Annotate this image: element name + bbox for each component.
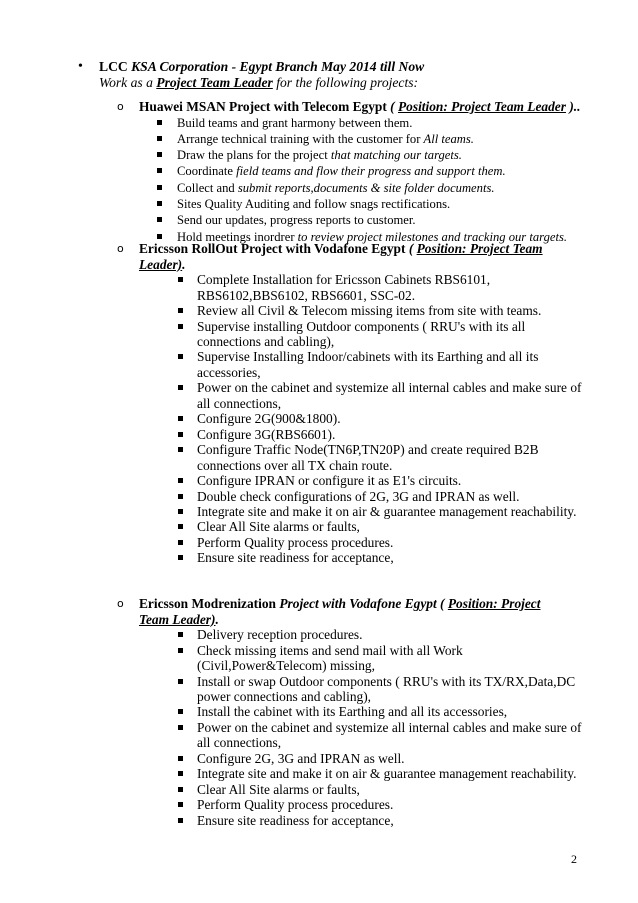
project-title-close: . <box>182 256 186 272</box>
task-item <box>197 797 587 812</box>
task-item <box>197 813 587 828</box>
task-item <box>197 627 587 642</box>
role-prefix: Work as a <box>99 74 157 90</box>
task-text: Perform Quality process procedures. <box>197 797 394 813</box>
square-bullet-icon <box>157 234 162 239</box>
task-text: Collect and <box>177 180 238 195</box>
task-list <box>197 627 587 828</box>
task-text: Configure 2G, 3G and IPRAN as well. <box>197 750 405 766</box>
circle-bullet-icon: o <box>117 100 124 113</box>
task-text: Power on the cabinet and systemize all internal cables and make sure of all connections, <box>197 380 582 411</box>
project-ericsson-modernization <box>117 596 587 828</box>
task-item <box>197 782 587 797</box>
task-text: Clear All Site alarms or faults, <box>197 519 360 535</box>
square-bullet-icon <box>178 756 183 761</box>
task-text: Install the cabinet with its Earthing and all its accessories, <box>197 704 508 720</box>
task-item <box>197 319 587 350</box>
task-text: Draw the plans for the project <box>177 148 331 163</box>
square-bullet-icon <box>178 509 183 514</box>
task-text: Configure 2G(900&1800). <box>197 411 341 427</box>
company-entry <box>78 59 598 90</box>
square-bullet-icon <box>157 168 162 173</box>
task-item <box>197 674 587 705</box>
task-text: Configure Traffic Node(TN6P,TN20P) and create required B2B connections over all TX chain route. <box>197 442 539 473</box>
square-bullet-icon <box>178 416 183 421</box>
square-bullet-icon <box>178 540 183 545</box>
task-text: Review all Civil & Telecom missing items from site with teams. <box>197 303 542 319</box>
task-item <box>197 473 587 488</box>
task-text: Integrate site and make it on air & guarantee management reachability. <box>197 503 577 519</box>
task-text: Complete Installation for Ericsson Cabinets RBS6101, RBS6102,BBS6102, RBS6601, SSC-02. <box>197 272 491 303</box>
project-title-open: ( <box>390 99 398 114</box>
task-item <box>177 131 587 147</box>
task-text: Supervise installing Outdoor components ( RRU's with its all connections and cabling), <box>197 318 526 349</box>
task-item <box>197 504 587 519</box>
square-bullet-icon <box>178 802 183 807</box>
task-item <box>197 349 587 380</box>
square-bullet-icon <box>178 555 183 560</box>
task-item <box>197 535 587 550</box>
task-item <box>197 519 587 534</box>
project-ericsson-rollout <box>117 241 587 566</box>
task-text: Perform Quality process procedures. <box>197 534 394 550</box>
task-text-italic: to review project milestones and tracking our targets. <box>297 229 567 244</box>
task-text: Configure 3G(RBS6601). <box>197 426 336 442</box>
project-position: Position: Project Team Leader) <box>139 596 541 627</box>
task-item <box>197 720 587 751</box>
project-title-italic: Project with Vodafone Egypt <box>279 596 441 611</box>
project-title-text: Huawei MSAN Project with Telecom Egypt <box>139 99 391 114</box>
task-item <box>197 704 587 719</box>
task-item <box>197 643 587 674</box>
task-item <box>197 380 587 411</box>
project-huawei-msan <box>117 99 587 245</box>
task-item <box>177 196 587 212</box>
project-position: Position: Project Team Leader) <box>139 241 543 272</box>
square-bullet-icon <box>178 324 183 329</box>
page-number: 2 <box>571 852 577 866</box>
task-item <box>177 212 587 228</box>
task-item <box>197 303 587 318</box>
square-bullet-icon <box>178 632 183 637</box>
bullet-icon: • <box>78 59 83 74</box>
square-bullet-icon <box>178 432 183 437</box>
project-title-open: ( <box>408 241 417 256</box>
project-title <box>139 596 549 627</box>
task-text: Configure IPRAN or configure it as E1's circuits. <box>197 473 462 489</box>
task-text: Ensure site readiness for acceptance, <box>197 550 394 566</box>
square-bullet-icon <box>157 217 162 222</box>
circle-bullet-icon: o <box>117 597 124 610</box>
square-bullet-icon <box>178 524 183 529</box>
task-list <box>177 115 587 245</box>
task-text: Double check configurations of 2G, 3G and IPRAN as well. <box>197 488 520 504</box>
square-bullet-icon <box>178 385 183 390</box>
task-text: Power on the cabinet and systemize all internal cables and make sure of all connections, <box>197 719 582 751</box>
task-text-italic: submit reports,documents & site folder documents. <box>237 180 495 195</box>
square-bullet-icon <box>157 152 162 157</box>
task-text: Hold meetings inordrer <box>177 229 298 244</box>
square-bullet-icon <box>178 771 183 776</box>
role-line <box>99 75 598 91</box>
task-item <box>197 550 587 565</box>
task-item <box>197 766 587 781</box>
task-text: Supervise Installing Indoor/cabinets with its Earthing and all its accessories, <box>197 349 539 380</box>
company-prefix: LCC <box>99 59 132 74</box>
square-bullet-icon <box>178 494 183 499</box>
task-item <box>177 180 587 196</box>
task-item <box>197 489 587 504</box>
role-suffix: for the following projects: <box>272 74 419 90</box>
company-name: KSA Corporation - Egypt Branch May 2014 till Now <box>131 59 425 74</box>
square-bullet-icon <box>157 185 162 190</box>
task-list <box>197 272 587 566</box>
project-position: Position: Project Team Leader <box>397 99 566 114</box>
task-text: Arrange technical training with the customer for <box>177 131 424 146</box>
task-item <box>177 147 587 163</box>
square-bullet-icon <box>157 120 162 125</box>
project-title-close: . <box>215 611 219 627</box>
task-item <box>177 115 587 131</box>
project-title-open: ( <box>440 596 448 611</box>
square-bullet-icon <box>178 478 183 483</box>
square-bullet-icon <box>178 277 183 282</box>
square-bullet-icon <box>178 648 183 653</box>
square-bullet-icon <box>178 725 183 730</box>
task-text: Ensure site readiness for acceptance, <box>197 812 394 828</box>
task-text-italic: that matching our targets. <box>330 148 462 163</box>
square-bullet-icon <box>178 308 183 313</box>
square-bullet-icon <box>178 709 183 714</box>
project-title-text: Ericsson Modrenization <box>139 596 280 611</box>
task-item <box>177 163 587 179</box>
square-bullet-icon <box>178 354 183 359</box>
square-bullet-icon <box>178 447 183 452</box>
task-item <box>197 411 587 426</box>
project-title <box>139 241 549 272</box>
project-title <box>139 99 587 115</box>
task-text: Delivery reception procedures. <box>197 627 363 643</box>
square-bullet-icon <box>157 136 162 141</box>
project-title-text: Ericsson RollOut Project with Vodafone Egypt <box>139 241 409 256</box>
square-bullet-icon <box>157 201 162 206</box>
task-text: Clear All Site alarms or faults, <box>197 781 360 797</box>
task-text-italic: field teams and flow their progress and support them. <box>236 164 506 179</box>
circle-bullet-icon: o <box>117 242 124 255</box>
role-title: Project Team Leader <box>156 74 273 90</box>
task-text: Check missing items and send mail with all Work (Civil,Power&Telecom) missing, <box>197 642 463 674</box>
company-line <box>99 59 598 75</box>
project-title-close: ).. <box>565 99 581 114</box>
task-text: Integrate site and make it on air & guarantee management reachability. <box>197 766 577 782</box>
square-bullet-icon <box>178 787 183 792</box>
task-text: Build teams and grant harmony between them. <box>177 115 413 130</box>
square-bullet-icon <box>178 679 183 684</box>
task-item <box>197 272 587 303</box>
task-text: Sites Quality Auditing and follow snags rectifications. <box>177 197 451 212</box>
task-item <box>197 442 587 473</box>
task-text: Send our updates, progress reports to customer. <box>177 213 416 228</box>
square-bullet-icon <box>178 818 183 823</box>
task-item <box>197 751 587 766</box>
task-text: Coordinate <box>177 164 237 179</box>
task-text-italic: All teams. <box>423 131 474 146</box>
task-item <box>197 427 587 442</box>
task-text: Install or swap Outdoor components ( RRU's with its TX/RX,Data,DC power connections and cabling), <box>197 673 576 704</box>
